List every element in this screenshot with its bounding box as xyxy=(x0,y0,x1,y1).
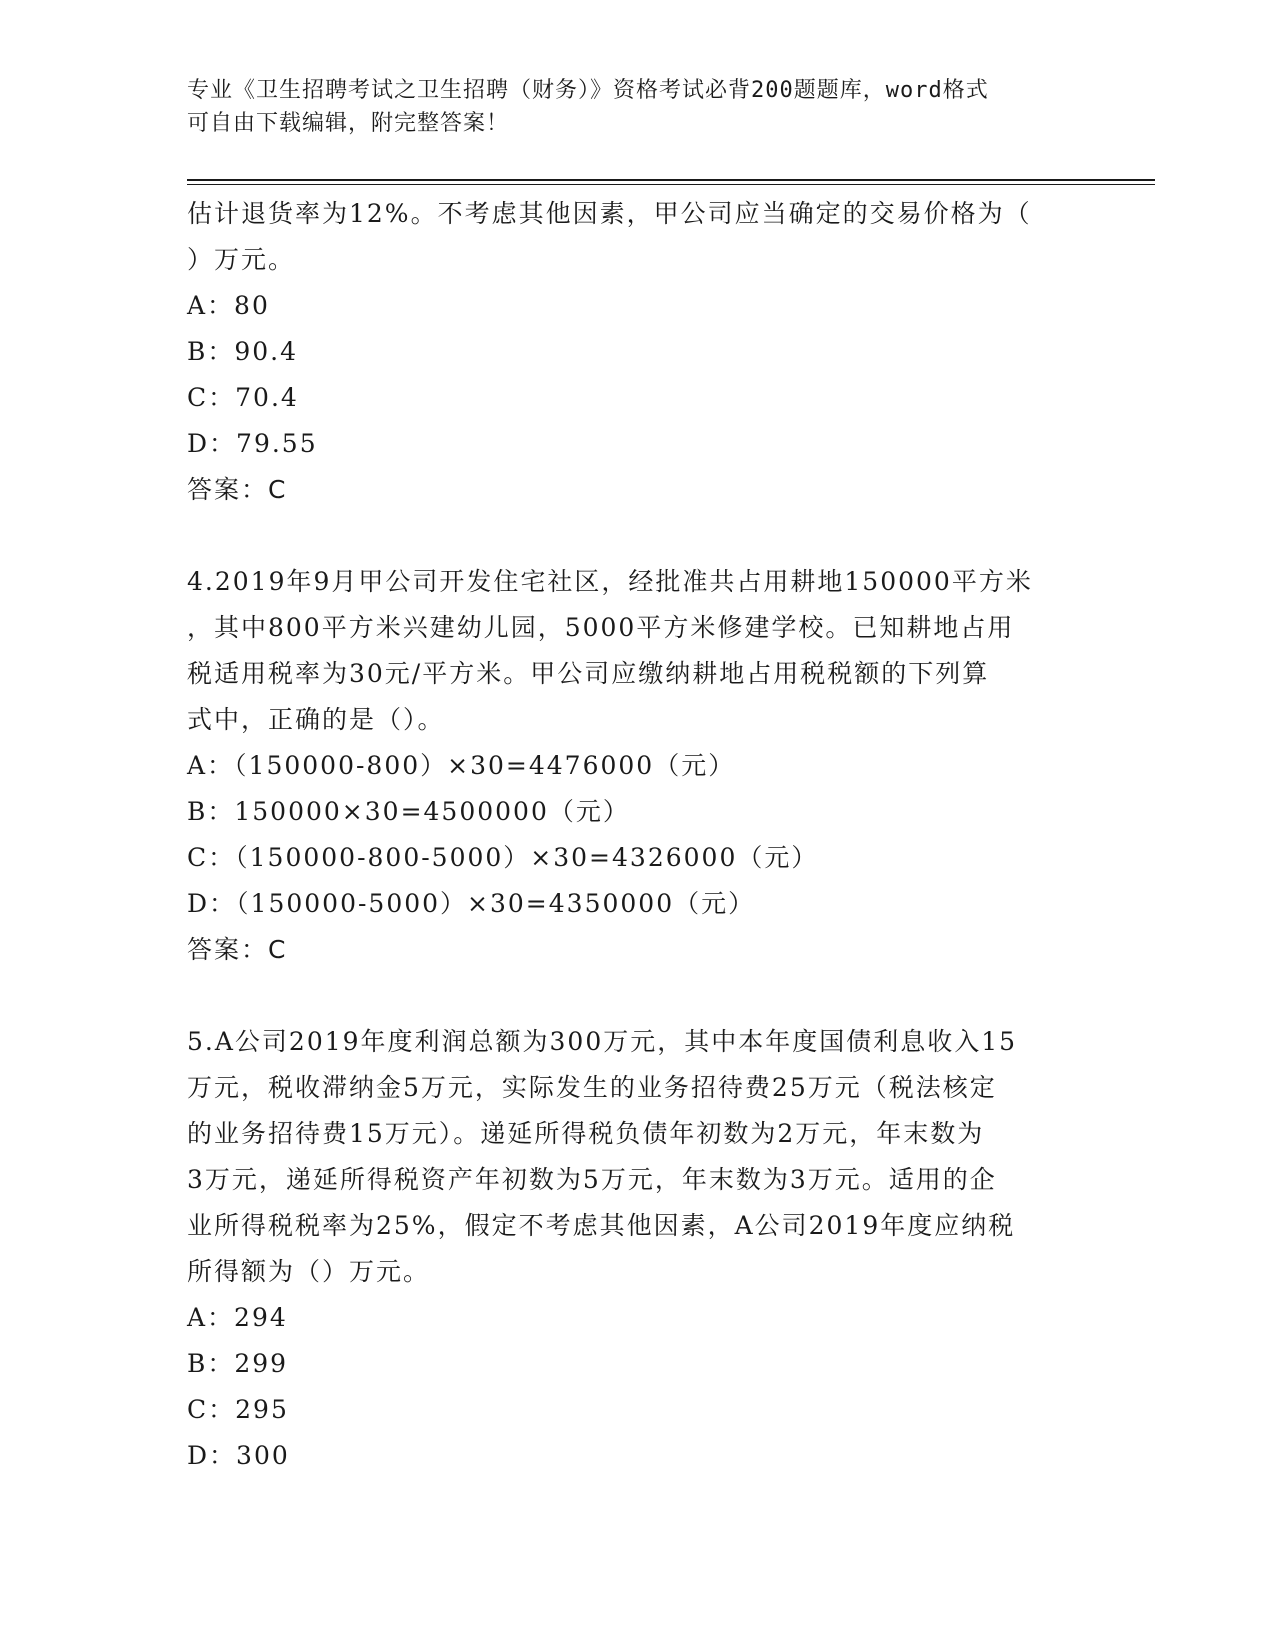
header-line-2: 可自由下载编辑，附完整答案！ xyxy=(187,111,510,136)
option-d: D：300 xyxy=(187,1441,290,1470)
stem-line: 所得额为（）万元。 xyxy=(187,1257,431,1286)
stem-line: 3万元，递延所得税资产年初数为5万元，年末数为3万元。适用的企 xyxy=(187,1165,997,1194)
option-c: C：（150000-800-5000）×30=4326000（元） xyxy=(187,843,819,872)
question-4 xyxy=(187,559,1087,973)
stem-line: 业所得税税率为25%，假定不考虑其他因素，A公司2019年度应纳税 xyxy=(187,1211,1016,1240)
question-3-stem xyxy=(187,191,1087,283)
answer-label: 答案：C xyxy=(187,935,288,964)
stem-line: 估计退货率为12%。不考虑其他因素，甲公司应当确定的交易价格为（ xyxy=(187,199,1032,228)
option-a: A：80 xyxy=(187,291,270,320)
option-b: B：90.4 xyxy=(187,337,299,366)
question-5-stem xyxy=(187,1019,1087,1295)
question-3 xyxy=(187,191,1087,513)
header-divider-thin xyxy=(187,184,1155,185)
option-a: A：294 xyxy=(187,1303,288,1332)
option-d: D：79.55 xyxy=(187,429,318,458)
question-5 xyxy=(187,1019,1087,1479)
stem-line: ，其中800平方米兴建幼儿园，5000平方米修建学校。已知耕地占用 xyxy=(187,613,1015,642)
stem-line: ）万元。 xyxy=(187,245,296,274)
option-c: C：70.4 xyxy=(187,383,299,412)
option-b: B：150000×30=4500000（元） xyxy=(187,797,630,826)
document-body xyxy=(187,191,1087,1479)
stem-line: 税适用税率为30元/平方米。甲公司应缴纳耕地占用税税额的下列算 xyxy=(187,659,990,688)
option-c: C：295 xyxy=(187,1395,289,1424)
document-header xyxy=(187,74,1087,140)
answer-label: 答案：C xyxy=(187,475,288,504)
stem-line: 的业务招待费15万元）。递延所得税负债年初数为2万元，年末数为 xyxy=(187,1119,985,1148)
stem-line: 式中，正确的是（）。 xyxy=(187,705,445,734)
spacer xyxy=(187,973,1087,1019)
option-a: A：（150000-800）×30=4476000（元） xyxy=(187,751,736,780)
stem-line: 万元，税收滞纳金5万元，实际发生的业务招待费25万元（税法核定 xyxy=(187,1073,997,1102)
stem-line: 5.A公司2019年度利润总额为300万元，其中本年度国债利息收入15 xyxy=(187,1027,1018,1056)
spacer xyxy=(187,513,1087,559)
question-4-stem xyxy=(187,559,1087,743)
header-divider-thick xyxy=(187,179,1155,181)
option-b: B：299 xyxy=(187,1349,289,1378)
option-d: D：（150000-5000）×30=4350000（元） xyxy=(187,889,756,918)
stem-line: 4.2019年9月甲公司开发住宅社区，经批准共占用耕地150000平方米 xyxy=(187,567,1033,596)
header-line-1: 专业《卫生招聘考试之卫生招聘（财务）》资格考试必背200题题库，word格式 xyxy=(187,78,989,103)
